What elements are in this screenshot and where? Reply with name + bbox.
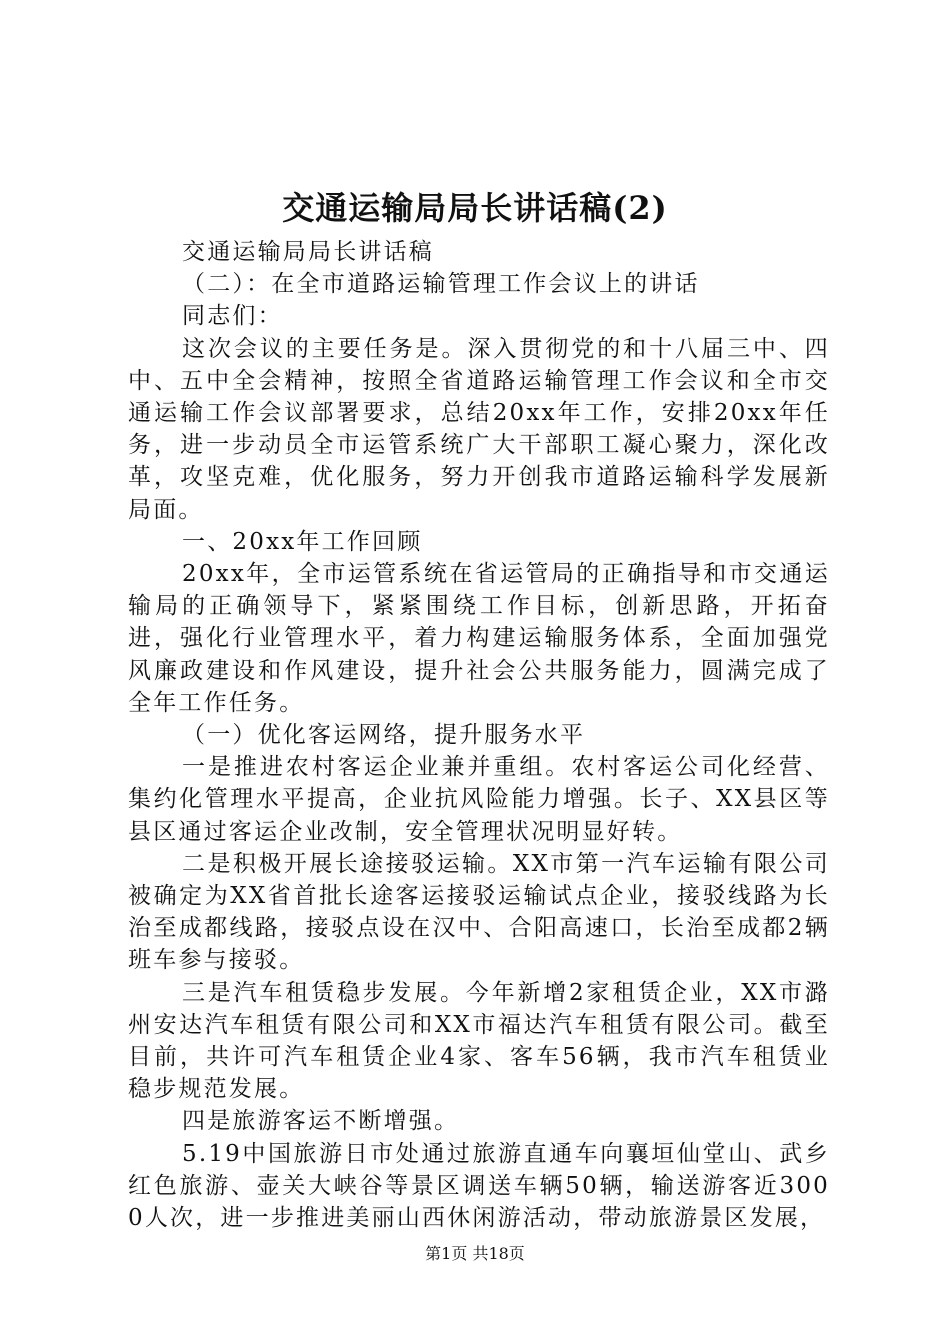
paragraph-subtitle: 交通运输局局长讲话稿 — [182, 239, 434, 265]
paragraph-speech-title: （二）：在全市道路运输管理工作会议上的讲话 — [182, 271, 700, 298]
paragraph-intro: 这次会议的主要任务是。深入贯彻党的和十八届三中、四中、五中全会精神，按照全省道路运输管理工作会议和全市交通运输工作会议部署要求，总结20xx年工作，安排20xx年任务，进一步动员全市运管系统广大干部职工凝心聚力，深化改革，攻坚克难，优化服务，努力开创我市道路运输科学发展新局面。 — [128, 335, 830, 523]
paragraph-item-four: 四是旅游客运不断增强。 — [182, 1108, 460, 1135]
paragraph-salutation: 同志们： — [182, 303, 283, 330]
paragraph-tourism-detail: 5.19中国旅游日市处通过旅游直通车向襄垣仙堂山、武乡红色旅游、壶关大峡谷等景区调送车辆50辆，输送游客近3000人次，进一步推进美丽山西休闲游活动，带动旅游景区发展， — [128, 1140, 830, 1232]
subsection-heading-passenger-network: （一）优化客运网络，提升服务水平 — [182, 722, 586, 749]
document-body — [128, 236, 830, 1234]
paragraph-item-two: 二是积极开展长途接驳运输。XX市第一汽车运输有限公司被确定为XX省首批长途客运接驳运输试点企业，接驳线路为长治至成都线路，接驳点设在汉中、合阳高速口，长治至成都2辆班车参与接驳。 — [128, 850, 830, 974]
paragraph-item-three: 三是汽车租赁稳步发展。今年新增2家租赁企业，XX市潞州安达汽车租赁有限公司和XX市福达汽车租赁有限公司。截至目前，共许可汽车租赁企业4家、客车56辆，我市汽车租赁业稳步规范发展。 — [128, 979, 830, 1103]
document-title: 交通运输局局长讲话稿(2) — [282, 189, 668, 227]
page-indicator: 第1页 共18页 — [425, 1244, 525, 1263]
paragraph-review-summary: 20xx年，全市运管系统在省运管局的正确指导和市交通运输局的正确领导下，紧紧围绕工作目标，创新思路，开拓奋进，强化行业管理水平，着力构建运输服务体系，全面加强党风廉政建设和作风建设，提升社会公共服务能力，圆满完成了全年工作任务。 — [128, 561, 830, 716]
paragraph-item-one: 一是推进农村客运企业兼并重组。农村客运公司化经营、集约化管理水平提高，企业抗风险能力增强。长子、XX县区等县区通过客运企业改制，安全管理状况明显好转。 — [128, 754, 830, 845]
section-heading-review: 一、20xx年工作回顾 — [182, 528, 423, 555]
